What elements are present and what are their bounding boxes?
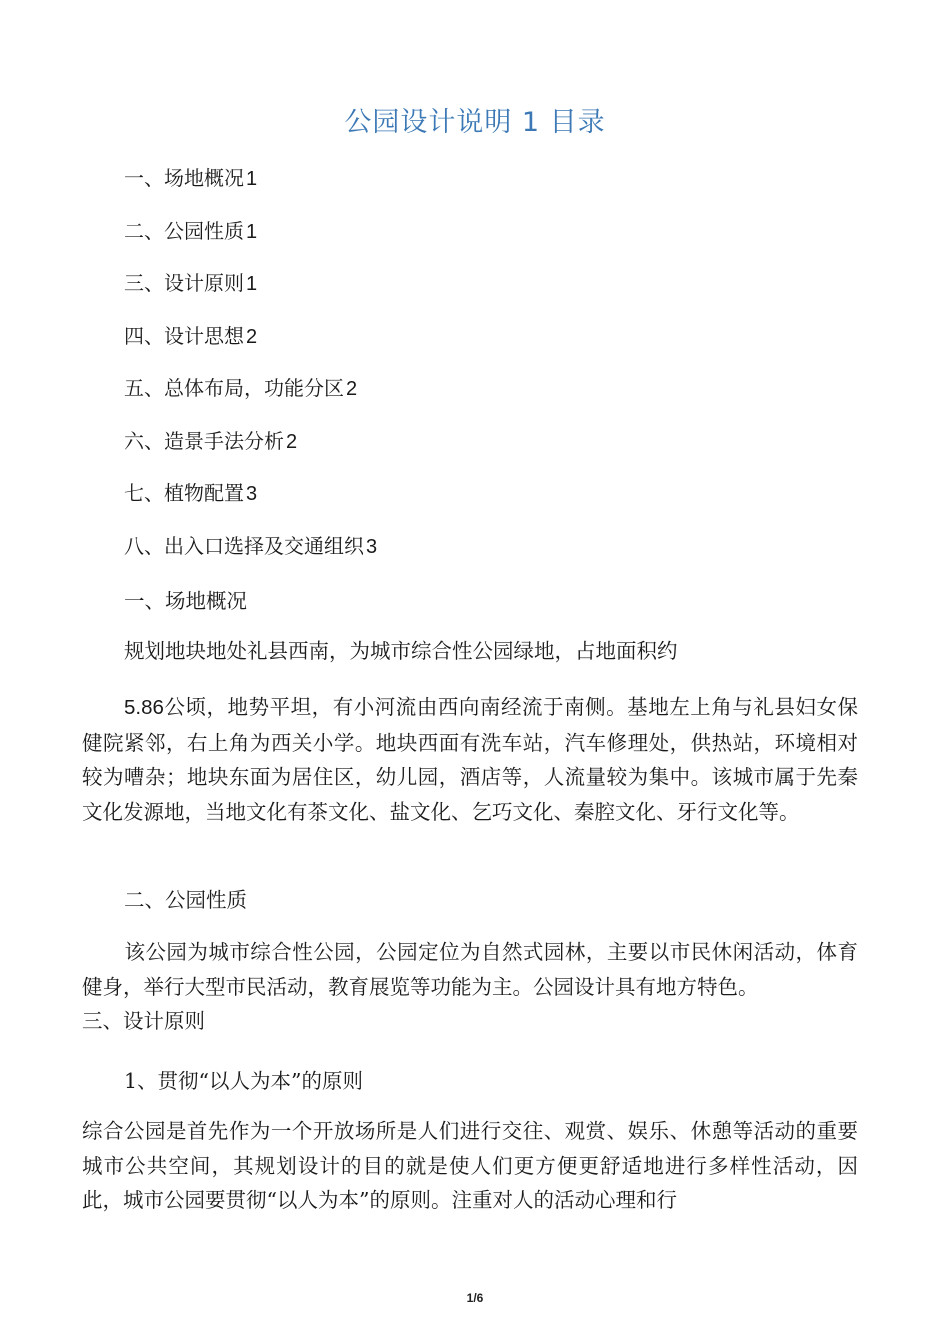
toc-item-page: 2 bbox=[246, 325, 258, 348]
toc-item-page: 1 bbox=[246, 220, 258, 243]
toc-item-label: 四、设计思想 bbox=[124, 323, 244, 348]
toc-item-page: 2 bbox=[346, 378, 358, 400]
toc-item[interactable] bbox=[124, 267, 377, 320]
section-1-intro-line: 规划地块地处礼县西南，为城市综合性公园绿地，占地面积约 bbox=[124, 639, 678, 663]
toc-item-page: 1 bbox=[246, 168, 258, 190]
toc-item-label: 八、出入口选择及交通组织 bbox=[124, 533, 364, 558]
toc-item-label: 七、植物配置 bbox=[124, 481, 244, 505]
document-title: 公园设计说明 1 目录 bbox=[344, 107, 606, 138]
toc-item[interactable] bbox=[124, 372, 377, 425]
section-1-body bbox=[82, 690, 858, 829]
toc-item[interactable] bbox=[124, 425, 377, 478]
toc-item-page: 2 bbox=[286, 430, 298, 453]
section-1-heading: 一、场地概况 bbox=[124, 589, 247, 613]
toc-item-label: 六、造景手法分析 bbox=[124, 428, 284, 453]
toc-item-page: 1 bbox=[246, 273, 258, 295]
principle-1-body: 综合公园是首先作为一个开放场所是人们进行交往、观赏、娱乐、休憩等活动的重要城市公共空间，其规划设计的目的就是使人们更方便更舒适地进行多样性活动，因此，城市公园要贯彻“以人为本”的原则。注重对人的活动心理和行 bbox=[82, 1119, 858, 1212]
section-2-body-text: 该公园为城市综合性公园，公园定位为自然式园林，主要以市民休闲活动，体育健身，举行大型市民活动，教育展览等功能为主。公园设计具有地方特色。 bbox=[82, 940, 858, 999]
principle-1-heading: 1、贯彻“以人为本”的原则 bbox=[124, 1069, 364, 1093]
site-area-value: 5.86 bbox=[124, 696, 164, 719]
toc-item[interactable] bbox=[124, 530, 377, 583]
section-3-heading: 三、设计原则 bbox=[82, 1009, 205, 1033]
toc-item-page: 3 bbox=[366, 535, 378, 558]
toc-item[interactable] bbox=[124, 162, 377, 215]
toc-item-label: 二、公园性质 bbox=[124, 218, 244, 243]
toc-item-label: 一、场地概况 bbox=[124, 166, 244, 190]
toc-item-label: 三、设计原则 bbox=[124, 271, 244, 295]
page-number: 1/6 bbox=[466, 1291, 484, 1305]
section-1-body-text: 公顷，地势平坦，有小河流由西向南经流于南侧。基地左上角与礼县妇女保健院紧邻，右上角为西关小学。地块西面有洗车站，汽车修理处，供热站，环境相对较为嘈杂；地块东面为居住区，幼儿园，酒店等，人流量较为集中。该城市属于先秦文化发源地，当地文化有茶文化、盐文化、乞巧文化、秦腔文化、牙行文化等。 bbox=[82, 695, 858, 824]
table-of-contents bbox=[124, 162, 377, 582]
section-2-heading: 二、公园性质 bbox=[124, 888, 247, 912]
toc-item[interactable] bbox=[124, 320, 377, 373]
section-2-body bbox=[82, 935, 858, 1004]
toc-item-label: 五、总体布局，功能分区 bbox=[124, 376, 344, 400]
toc-item[interactable] bbox=[124, 477, 377, 530]
toc-item[interactable] bbox=[124, 215, 377, 268]
toc-item-page: 3 bbox=[246, 483, 258, 505]
